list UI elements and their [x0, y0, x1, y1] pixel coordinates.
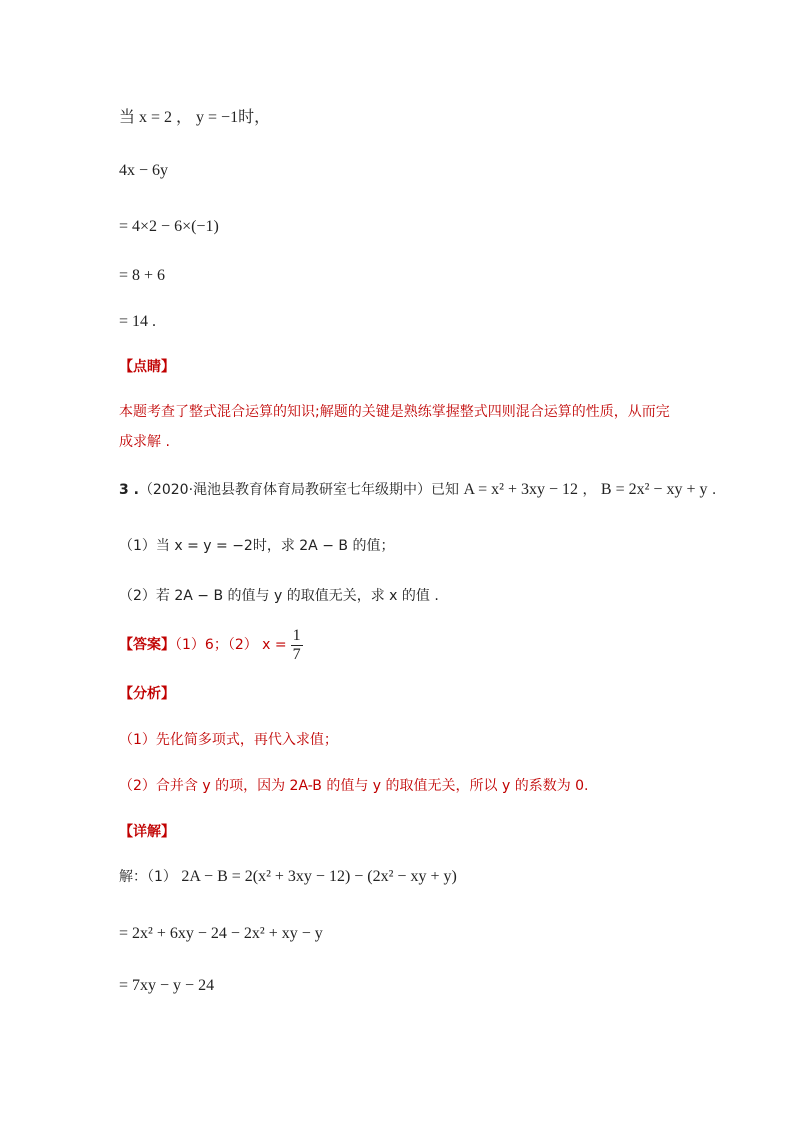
- answer-fraction: [291, 627, 303, 664]
- fraction-numerator: 1: [292, 626, 301, 644]
- dianjing-heading: 【点睛】: [119, 359, 175, 375]
- problem-3-stem: [119, 480, 716, 500]
- answer-line: [119, 626, 303, 664]
- detail-heading: 【详解】: [119, 824, 175, 840]
- detail-line1-prefix: 解：（1）: [119, 869, 177, 885]
- condition-line: 当 x = 2 ， y = −1时，: [119, 109, 271, 126]
- detail-line-2: = 2x² + 6xy − 24 − 2x² + xy − y: [119, 925, 323, 942]
- answer-text: （1）6；（2） x =: [175, 637, 287, 653]
- analysis-line-1: （1）先化简多项式，再代入求值；: [119, 732, 338, 748]
- expression-line-4: = 14 .: [119, 313, 157, 330]
- stem-end: .: [707, 482, 717, 498]
- formula-separator: ，: [578, 482, 597, 498]
- detail-line-3: = 7xy − y − 24: [119, 977, 215, 994]
- analysis-heading: 【分析】: [119, 686, 175, 702]
- fraction-denominator: 7: [292, 645, 301, 663]
- expression-line-2: = 4×2 − 6×(−1): [119, 218, 219, 235]
- problem-source: （2020·渑池县教育体育局教研室七年级期中）: [138, 482, 432, 498]
- problem-stem-prefix: 已知: [431, 482, 460, 498]
- problem-3-part-2: （2）若 2A − B 的值与 y 的取值无关，求 x 的值 .: [119, 588, 439, 604]
- expression-line-1: 4x − 6y: [119, 162, 169, 179]
- formula-b: B = 2x² − xy + y: [600, 481, 708, 498]
- detail-line-1: [119, 867, 457, 887]
- expression-line-3: = 8 + 6: [119, 267, 166, 284]
- problem-3-part-1: （1）当 x = y = −2时，求 2A − B 的值；: [119, 538, 395, 554]
- answer-heading: 【答案】: [119, 637, 175, 653]
- formula-a: A = x² + 3xy − 12: [463, 481, 579, 498]
- dianjing-text-line1: 本题考查了整式混合运算的知识;解题的关键是熟练掌握整式四则混合运算的性质，从而完: [119, 404, 670, 420]
- problem-number: 3 .: [119, 482, 139, 498]
- detail-line1-expression: 2A − B = 2(x² + 3xy − 12) − (2x² − xy + y): [181, 868, 457, 885]
- analysis-line-2: （2）合并含 y 的项，因为 2A-B 的值与 y 的取值无关，所以 y 的系数为 0.: [119, 778, 589, 794]
- dianjing-text-line2: 成求解 .: [119, 434, 170, 450]
